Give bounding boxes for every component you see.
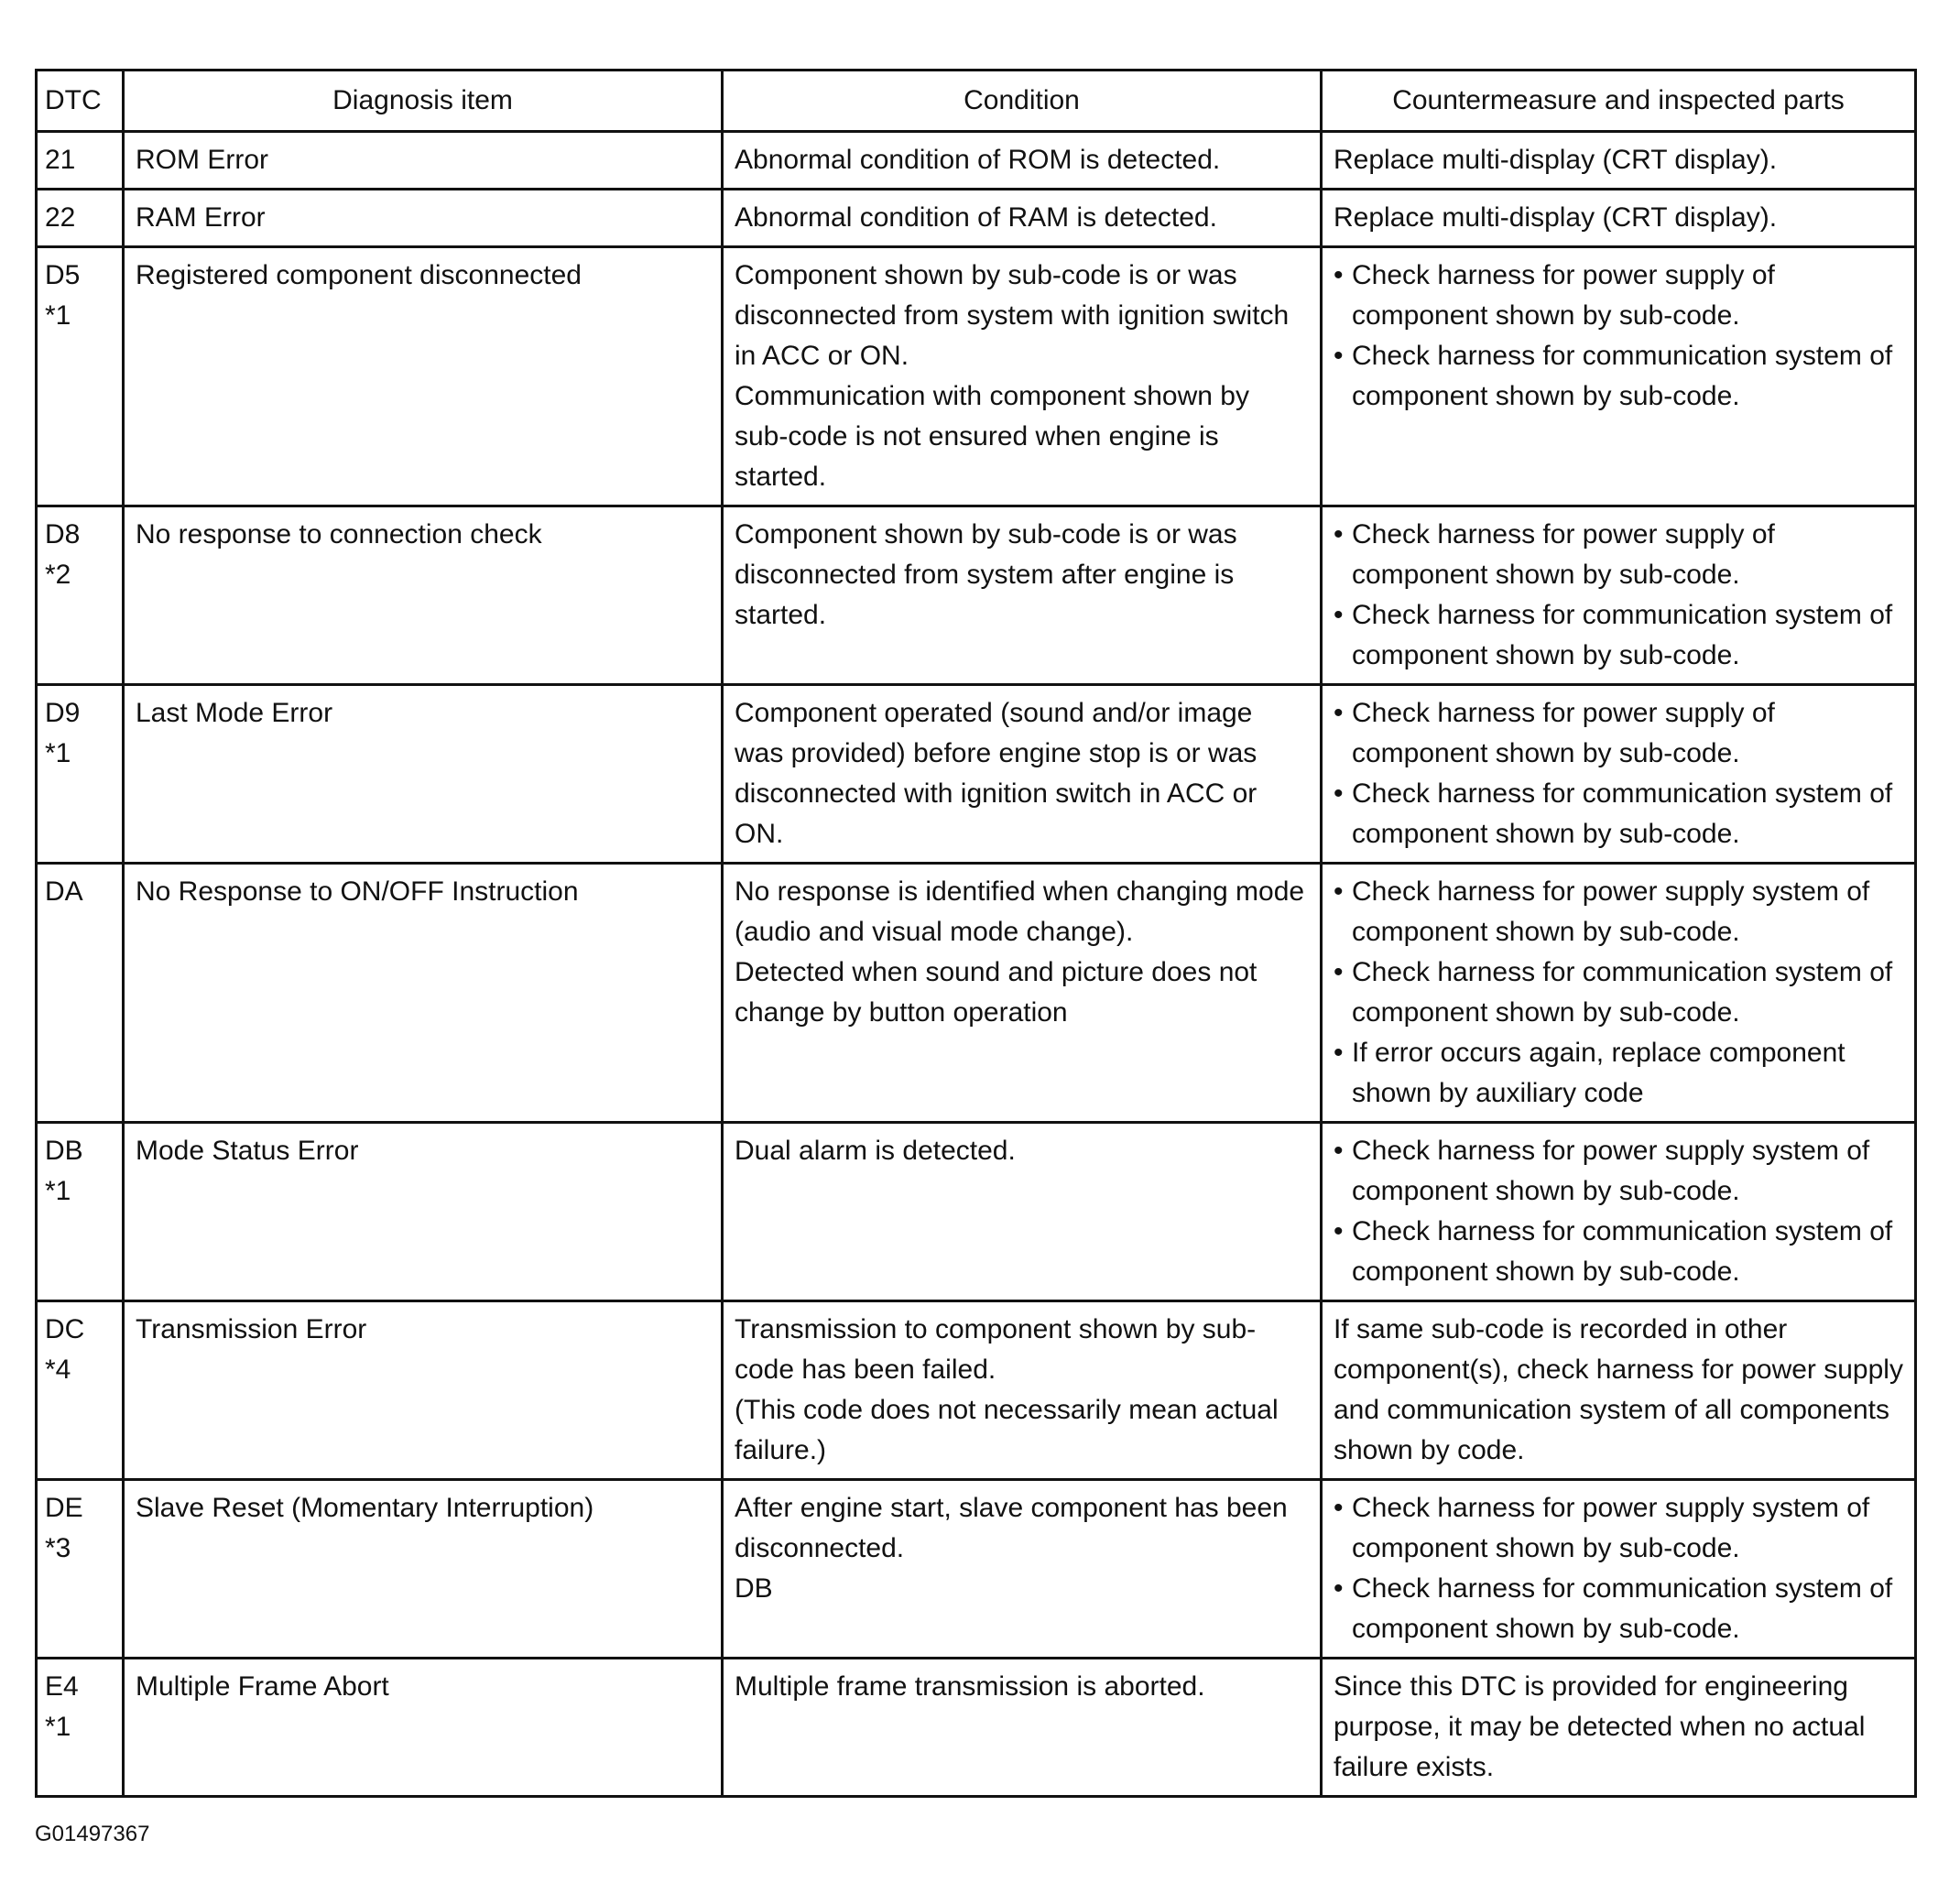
countermeasure-text: Replace multi-display (CRT display). (1334, 145, 1778, 175)
dtc-cell (37, 1123, 124, 1301)
condition-text: Communication with component shown by sub-code is not ensured when engine is started. (735, 381, 1249, 492)
countermeasure-text: Check harness for communication system of component shown by sub-code. (1352, 1573, 1893, 1644)
countermeasure-text: If same sub-code is recorded in other component(s), check harness for power supply and communication system of all components shown by code. (1334, 1314, 1903, 1465)
diagnosis-item-cell: No Response to ON/OFF Instruction (124, 864, 723, 1123)
countermeasure-list (1334, 693, 1903, 854)
table-row (37, 1301, 1916, 1480)
table-row (37, 1123, 1916, 1301)
dtc-cell (37, 685, 124, 864)
dtc-footnote: *4 (45, 1355, 71, 1385)
condition-text: Abnormal condition of ROM is detected. (735, 145, 1221, 175)
table-row (37, 506, 1916, 685)
dtc-footnote: *1 (45, 1176, 71, 1206)
dtc-code: 21 (45, 145, 76, 175)
countermeasure-text: Check harness for power supply of component shown by sub-code. (1352, 260, 1775, 331)
dtc-cell (37, 506, 124, 685)
table-row (37, 190, 1916, 247)
dtc-code: 22 (45, 202, 76, 233)
bullet-dot-icon: • (1334, 698, 1344, 728)
dtc-footnote: *1 (45, 738, 71, 768)
condition-text: Abnormal condition of RAM is detected. (735, 202, 1217, 233)
countermeasure-text: Check harness for communication system of component shown by sub-code. (1352, 341, 1893, 411)
condition-text: DB (735, 1573, 773, 1604)
countermeasure-text: Replace multi-display (CRT display). (1334, 202, 1778, 233)
bullet-dot-icon: • (1334, 778, 1344, 809)
diagnosis-item-cell: ROM Error (124, 132, 723, 190)
countermeasure-cell (1322, 1659, 1916, 1797)
diagnosis-item-cell: Slave Reset (Momentary Interruption) (124, 1480, 723, 1659)
condition-text: Component operated (sound and/or image was provided) before engine stop is or was disconnected with ignition switch in ACC or ON. (735, 698, 1258, 849)
countermeasure-text: Check harness for communication system of component shown by sub-code. (1352, 957, 1893, 1028)
countermeasure-text: Check harness for power supply system of component shown by sub-code. (1352, 1493, 1870, 1563)
bullet-dot-icon: • (1334, 1216, 1344, 1246)
dtc-code: D8 (45, 519, 81, 549)
countermeasure-cell (1322, 1480, 1916, 1659)
header-diagnosis-item: Diagnosis item (124, 71, 723, 132)
dtc-footnote: *2 (45, 560, 71, 590)
diagnosis-item-cell: Registered component disconnected (124, 247, 723, 506)
countermeasure-cell (1322, 1123, 1916, 1301)
figure-id: G01497367 (35, 1822, 150, 1846)
countermeasure-item (1334, 693, 1903, 774)
countermeasure-list (1334, 515, 1903, 676)
dtc-code: E4 (45, 1671, 79, 1702)
condition-text: Detected when sound and picture does not change by button operation (735, 957, 1258, 1028)
dtc-cell (37, 132, 124, 190)
dtc-cell (37, 190, 124, 247)
diagnosis-item-cell: Multiple Frame Abort (124, 1659, 723, 1797)
countermeasure-list (1334, 256, 1903, 417)
header-countermeasure: Countermeasure and inspected parts (1322, 71, 1916, 132)
condition-cell (723, 1301, 1322, 1480)
countermeasure-text: Since this DTC is provided for engineering purpose, it may be detected when no actual failure exists. (1334, 1671, 1866, 1782)
condition-cell (723, 864, 1322, 1123)
countermeasure-text: Check harness for power supply of component shown by sub-code. (1352, 519, 1775, 590)
diagnosis-item-cell: No response to connection check (124, 506, 723, 685)
countermeasure-item (1334, 1033, 1903, 1114)
countermeasure-item (1334, 256, 1903, 336)
condition-text: Component shown by sub-code is or was disconnected from system with ignition switch in ACC or ON. (735, 260, 1290, 371)
dtc-table (35, 69, 1917, 1798)
countermeasure-cell (1322, 506, 1916, 685)
condition-text: Transmission to component shown by sub-code has been failed. (735, 1314, 1257, 1385)
table-row (37, 1659, 1916, 1797)
dtc-cell (37, 1480, 124, 1659)
header-dtc: DTC (37, 71, 124, 132)
countermeasure-text: Check harness for communication system of component shown by sub-code. (1352, 600, 1893, 670)
dtc-code: D5 (45, 260, 81, 290)
dtc-cell (37, 1301, 124, 1480)
bullet-dot-icon: • (1334, 341, 1344, 371)
countermeasure-item (1334, 774, 1903, 854)
countermeasure-cell (1322, 190, 1916, 247)
condition-cell (723, 506, 1322, 685)
condition-text: Component shown by sub-code is or was disconnected from system after engine is started. (735, 519, 1237, 630)
countermeasure-text: Check harness for communication system of component shown by sub-code. (1352, 778, 1893, 849)
countermeasure-item (1334, 1212, 1903, 1292)
condition-text: Multiple frame transmission is aborted. (735, 1671, 1205, 1702)
bullet-dot-icon: • (1334, 1573, 1344, 1604)
condition-cell (723, 247, 1322, 506)
dtc-footnote: *1 (45, 1712, 71, 1742)
bullet-dot-icon: • (1334, 876, 1344, 907)
countermeasure-cell (1322, 247, 1916, 506)
countermeasure-item (1334, 872, 1903, 952)
condition-text: Dual alarm is detected. (735, 1136, 1016, 1166)
dtc-footnote: *1 (45, 300, 71, 331)
countermeasure-text: Check harness for communication system of component shown by sub-code. (1352, 1216, 1893, 1287)
countermeasure-item (1334, 1488, 1903, 1569)
dtc-code: DC (45, 1314, 85, 1344)
condition-text: No response is identified when changing mode (audio and visual mode change). (735, 876, 1305, 947)
diagnosis-item-cell: RAM Error (124, 190, 723, 247)
bullet-dot-icon: • (1334, 600, 1344, 630)
diagnosis-item-cell: Mode Status Error (124, 1123, 723, 1301)
dtc-cell (37, 1659, 124, 1797)
countermeasure-item (1334, 952, 1903, 1033)
condition-cell (723, 1123, 1322, 1301)
countermeasure-item (1334, 595, 1903, 676)
dtc-code: D9 (45, 698, 81, 728)
dtc-code: DE (45, 1493, 83, 1523)
table-header-row (37, 71, 1916, 132)
table-row (37, 1480, 1916, 1659)
countermeasure-cell (1322, 132, 1916, 190)
table-row (37, 132, 1916, 190)
condition-text: After engine start, slave component has been disconnected. (735, 1493, 1288, 1563)
countermeasure-item (1334, 1569, 1903, 1649)
dtc-footnote: *3 (45, 1533, 71, 1563)
countermeasure-list (1334, 872, 1903, 1114)
countermeasure-text: Check harness for power supply system of component shown by sub-code. (1352, 876, 1870, 947)
diagnosis-item-cell: Last Mode Error (124, 685, 723, 864)
bullet-dot-icon: • (1334, 519, 1344, 549)
dtc-cell (37, 247, 124, 506)
countermeasure-cell (1322, 1301, 1916, 1480)
countermeasure-text: Check harness for power supply of component shown by sub-code. (1352, 698, 1775, 768)
condition-cell (723, 1480, 1322, 1659)
countermeasure-text: Check harness for power supply system of component shown by sub-code. (1352, 1136, 1870, 1206)
countermeasure-list (1334, 1131, 1903, 1292)
countermeasure-item (1334, 1131, 1903, 1212)
table-row (37, 864, 1916, 1123)
condition-cell (723, 1659, 1322, 1797)
table-row (37, 685, 1916, 864)
table-row (37, 247, 1916, 506)
condition-text: (This code does not necessarily mean actual failure.) (735, 1395, 1279, 1465)
bullet-dot-icon: • (1334, 1038, 1344, 1068)
bullet-dot-icon: • (1334, 1493, 1344, 1523)
condition-cell (723, 132, 1322, 190)
condition-cell (723, 190, 1322, 247)
condition-cell (723, 685, 1322, 864)
diagnosis-item-cell: Transmission Error (124, 1301, 723, 1480)
countermeasure-text: If error occurs again, replace component shown by auxiliary code (1352, 1038, 1845, 1108)
bullet-dot-icon: • (1334, 957, 1344, 987)
table-body (37, 132, 1916, 1797)
dtc-code: DB (45, 1136, 83, 1166)
countermeasure-item (1334, 336, 1903, 417)
countermeasure-list (1334, 1488, 1903, 1649)
dtc-cell (37, 864, 124, 1123)
dtc-code: DA (45, 876, 83, 907)
bullet-dot-icon: • (1334, 1136, 1344, 1166)
countermeasure-item (1334, 515, 1903, 595)
countermeasure-cell (1322, 685, 1916, 864)
header-condition: Condition (723, 71, 1322, 132)
countermeasure-cell (1322, 864, 1916, 1123)
bullet-dot-icon: • (1334, 260, 1344, 290)
